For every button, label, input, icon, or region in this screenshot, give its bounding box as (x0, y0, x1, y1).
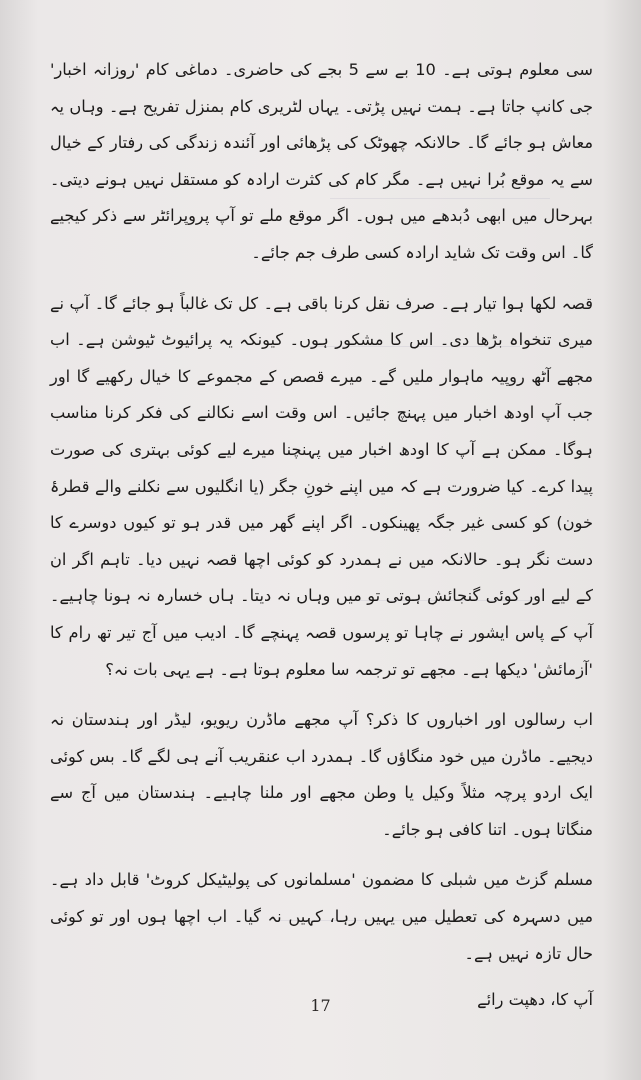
paragraph-1: سی معلوم ہوتی ہے۔ 10 بے سے 5 بجے کی حاضری۔ دماغی کام 'روزانہ اخبار' جی کانپ جاتا ہے۔ ہمت نہیں پڑتی۔ یہاں لٹریری کام بمنزل تفریح ہے۔ وہاں یہ معاش ہو جائے گا۔ حالانکہ چھوٹک کی پڑھائی اور آئندہ زندگی کی رفتار کے خیال سے یہ موقع بُرا نہیں ہے۔ مگر کام کی کثرت ارادہ کو مستقل نہیں ہونے دیتی۔ بہرحال میں ابھی دُبدھے میں ہوں۔ اگر موقع ملے تو آپ پروپرائٹر سے ذکر کیجیے گا۔ اس وقت تک شاید ارادہ کسی طرف جم جائے۔ (50, 60, 593, 262)
paragraph-3: اب رسالوں اور اخباروں کا ذکر؟ آپ مجھے ماڈرن ریویو، لیڈر اور ہندستان نہ دیجیے۔ ماڈرن میں خود منگاؤں گا۔ ہمدرد اب عنقریب آنے ہی لگے گا۔ بس کوئی ایک اردو پرچہ مثلاً وکیل یا وطن مجھے اور ملنا چاہیے۔ ہندستان میں آج سے منگاتا ہوں۔ اتنا کافی ہو جائے۔ (50, 710, 593, 839)
paragraph-4: مسلم گزٹ میں شبلی کا مضمون 'مسلمانوں کی پولیٹیکل کروٹ' قابل داد ہے۔ میں دسہرہ کی تعطیل میں یہیں رہا، کہیں نہ گیا۔ اب اچھا ہوں اور تو کوئی حال تازہ نہیں ہے۔ (50, 870, 593, 963)
page-number: 17 (310, 996, 331, 1015)
letter-body (50, 52, 593, 1019)
letter-signature: آپ کا، دھپت رائے (477, 990, 593, 1010)
paragraph-2: قصہ لکھا ہوا تیار ہے۔ صرف نقل کرنا باقی ہے۔ کل تک غالباً ہو جائے گا۔ آپ نے میری تنخواہ بڑھا دی۔ اس کا مشکور ہوں۔ کیونکہ یہ پرائیوٹ ٹیوشن ہے۔ اب مجھے آٹھ روپیہ ماہوار ملیں گے۔ میرے قصص کے مجموعے کا خیال رکھیے گا اور جب آپ اودھ اخبار میں پہنچ جائیں۔ اس وقت اسے نکالنے کی فکر کرنا مناسب ہوگا۔ ممکن ہے آپ کا اودھ اخبار میں پہنچنا میرے لیے کوئی بہتری کی صورت پیدا کرے۔ کیا ضرورت ہے کہ میں اپنے خونِ جگر (یا انگلیوں سے نکلنے والے قطرۂ خون) کو کسی غیر جگہ پھینکوں۔ اگر اپنے گھر میں قدر ہو تو کیوں دوسرے کا دست نگر ہو۔ حالانکہ میں نے ہمدرد کو کوئی اچھا قصہ نہیں دیا۔ تاہم اگر ان کے لیے اور کوئی گنجائش ہوتی تو میں وہاں نہ دیتا۔ ہاں خسارہ نہ ہونا چاہیے۔ آپ کے پاس ایشور نے چاہا تو پرسوں قصہ پہنچے گا۔ ادیب میں آج تیر تھ رام کا 'آزمائش' دیکھا ہے۔ مجھے تو ترجمہ سا معلوم ہوتا ہے۔ ہے یہی بات نہ؟ (50, 293, 593, 679)
